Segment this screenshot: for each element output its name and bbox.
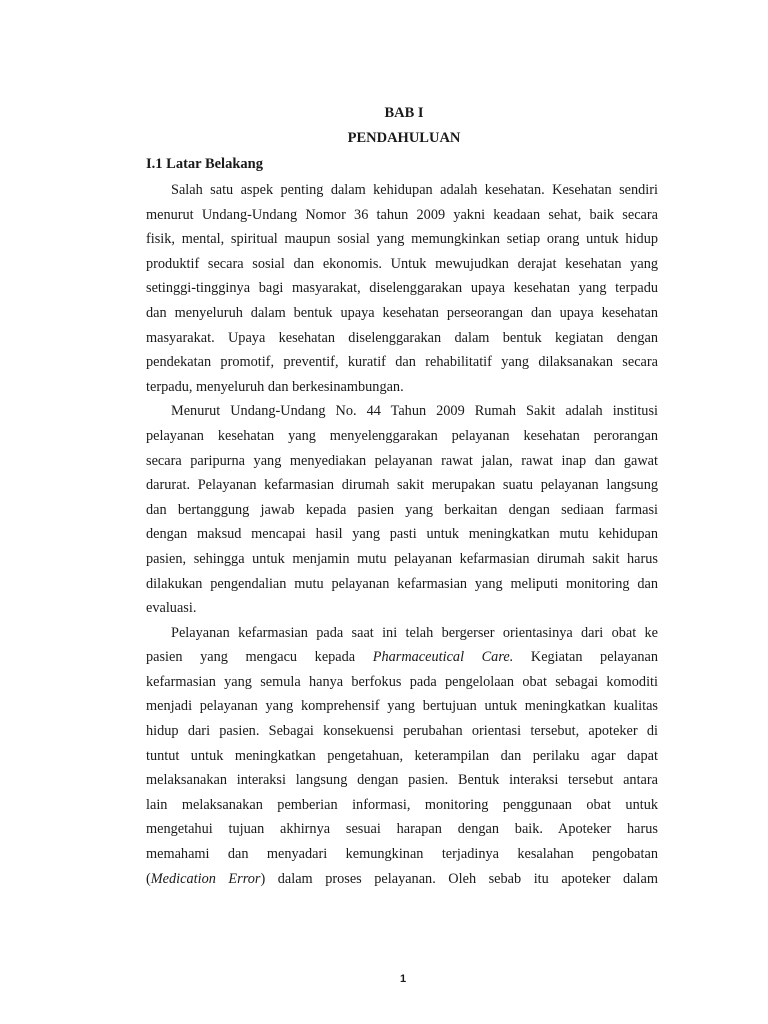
text-line: melaksanakan interaksi langsung dengan pasien. Bentuk interaksi tersebut antara — [146, 772, 658, 789]
page-number: 1 — [399, 973, 407, 985]
text-line: lain melaksanakan pemberian informasi, monitoring penggunaan obat untuk — [146, 796, 658, 813]
text-line: darurat. Pelayanan kefarmasian dirumah sakit merupakan suatu pelayanan langsung — [146, 477, 658, 494]
text-line: menurut Undang-Undang Nomor 36 tahun 2009 yakni keadaan sehat, baik secara — [146, 206, 658, 223]
text-line: Menurut Undang-Undang No. 44 Tahun 2009 Rumah Sakit adalah institusi — [171, 403, 658, 420]
text-line: terpadu, menyeluruh dan berkesinambungan. — [146, 378, 404, 395]
body-text — [146, 178, 658, 891]
text-line: dan bertanggung jawab kepada pasien yang berkaitan dengan sediaan farmasi — [146, 501, 658, 518]
text-line: setinggi-tingginya bagi masyarakat, diselenggarakan upaya kesehatan yang terpadu — [146, 280, 658, 297]
text-line: menjadi pelayanan yang komprehensif yang bertujuan untuk meningkatkan kualitas — [146, 698, 658, 715]
text-line: dan menyeluruh dalam bentuk upaya kesehatan perseorangan dan upaya kesehatan — [146, 304, 658, 321]
text-line: evaluasi. — [146, 600, 197, 617]
text-line: memahami dan menyadari kemungkinan terjadinya kesalahan pengobatan — [146, 846, 658, 863]
text-span: pasien yang mengacu kepada — [146, 649, 373, 666]
text-span: ( — [146, 870, 151, 887]
text-span: ) dalam proses pelayanan. Oleh sebab itu apoteker dalam — [260, 870, 658, 887]
text-line: masyarakat. Upaya kesehatan diselenggarakan dalam bentuk kegiatan dengan — [146, 329, 658, 346]
italic-term: Pharmaceutical Care. — [372, 649, 514, 666]
text-line: pelayanan kesehatan yang menyelenggarakan pelayanan kesehatan perorangan — [146, 427, 658, 444]
chapter-heading: BAB I — [384, 105, 424, 121]
chapter-title: PENDAHULUAN — [347, 130, 461, 146]
text-line: produktif secara sosial dan ekonomis. Untuk mewujudkan derajat kesehatan yang — [146, 255, 658, 272]
text-line: Pelayanan kefarmasian pada saat ini telah bergerser orientasinya dari obat ke — [171, 624, 658, 641]
text-line: dilakukan pengendalian mutu pelayanan kefarmasian yang meliputi monitoring dan — [146, 575, 658, 592]
text-span: Kegiatan pelayanan — [513, 649, 658, 666]
text-line — [146, 645, 658, 670]
text-line: mengetahui tujuan akhirnya sesuai harapan dengan baik. Apoteker harus — [146, 821, 658, 838]
text-line: kefarmasian yang semula hanya berfokus pada pengelolaan obat sebagai komoditi — [146, 673, 658, 690]
text-line: pendekatan promotif, preventif, kuratif dan rehabilitatif yang dilaksanakan secara — [146, 354, 658, 371]
text-line: dengan maksud mencapai hasil yang pasti untuk meningkatkan mutu kehidupan — [146, 526, 658, 543]
italic-term: Medication Error — [150, 870, 261, 887]
text-line: Salah satu aspek penting dalam kehidupan adalah kesehatan. Kesehatan sendiri — [171, 182, 658, 198]
text-line: hidup dari pasien. Sebagai konsekuensi perubahan orientasi tersebut, apoteker di — [146, 723, 658, 740]
text-line: pasien, sehingga untuk menjamin mutu pelayanan kefarmasian dirumah sakit harus — [146, 550, 658, 567]
text-line — [146, 867, 658, 892]
text-line: fisik, mental, spiritual maupun sosial yang memungkinkan setiap orang untuk hidup — [146, 231, 658, 248]
section-title: I.1 Latar Belakang — [146, 156, 263, 172]
text-line: secara paripurna yang menyediakan pelayanan rawat jalan, rawat inap dan gawat — [146, 452, 658, 469]
text-line: tuntut untuk meningkatkan pengetahuan, keterampilan dan perilaku agar dapat — [146, 747, 658, 764]
